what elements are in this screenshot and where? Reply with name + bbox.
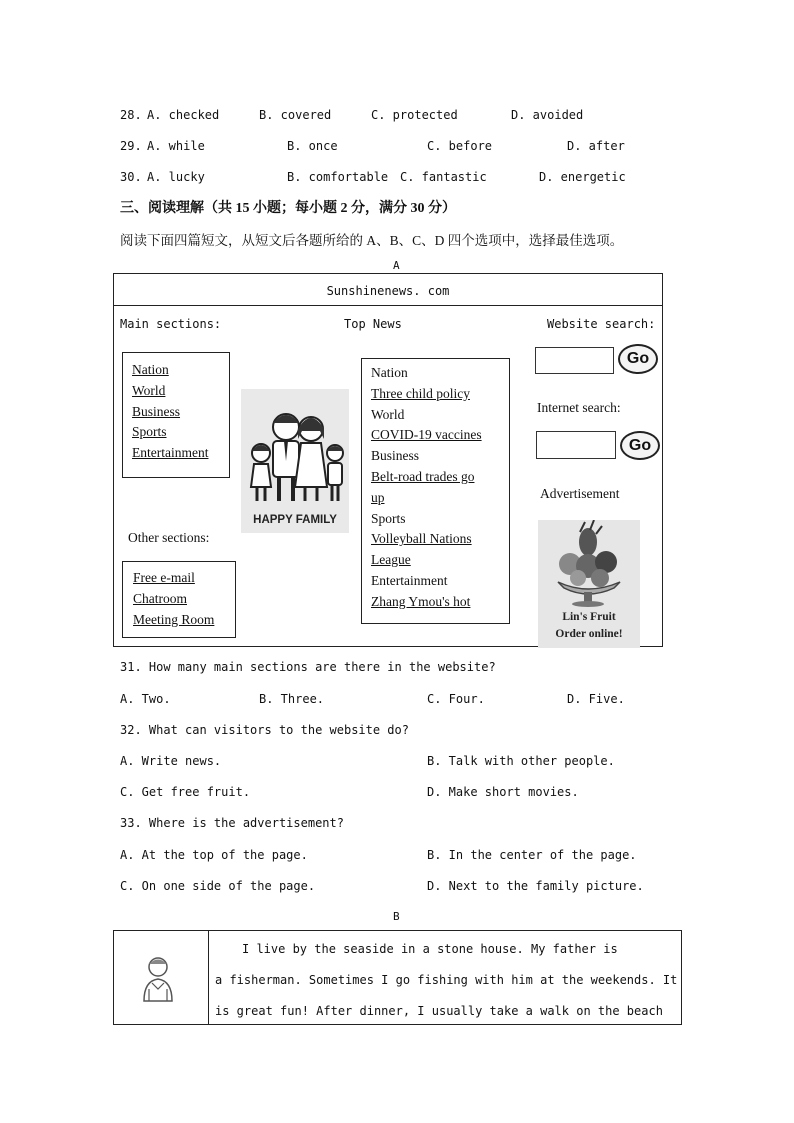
option-c: C. Get free fruit. bbox=[120, 785, 251, 799]
top-news-link[interactable]: Volleyball Nations bbox=[371, 531, 472, 547]
option-b: B. comfortable bbox=[287, 170, 389, 184]
advertisement-label: Advertisement bbox=[540, 486, 620, 501]
option-d: D. Next to the family picture. bbox=[427, 879, 644, 893]
family-picture bbox=[241, 389, 349, 533]
main-section-link[interactable]: Nation bbox=[132, 362, 169, 377]
top-news-category: Business bbox=[371, 448, 420, 464]
top-news-link[interactable]: COVID-19 vaccines bbox=[371, 427, 482, 443]
boy-portrait bbox=[138, 953, 178, 1010]
website-search-label: Website search: bbox=[547, 317, 656, 331]
top-news-link[interactable]: League bbox=[371, 552, 411, 568]
top-news-link[interactable]: Three child policy bbox=[371, 385, 470, 401]
internet-search-input[interactable] bbox=[536, 431, 616, 459]
family-illustration bbox=[241, 389, 349, 533]
table-divider bbox=[208, 931, 209, 1024]
internet-search-label: Internet search: bbox=[537, 400, 621, 415]
option-c: C. fantastic bbox=[400, 170, 487, 184]
passage-a-label: A bbox=[393, 259, 400, 272]
option-a: A. At the top of the page. bbox=[120, 848, 308, 862]
other-section-link[interactable]: Free e-mail bbox=[133, 570, 195, 585]
question-number: 28. bbox=[120, 108, 142, 122]
section-heading: 三、阅读理解（共 15 小题；每小题 2 分，满分 30 分） bbox=[120, 201, 456, 216]
question-33-stem: 33. Where is the advertisement? bbox=[120, 816, 344, 830]
top-news-link[interactable]: Belt-road trades go bbox=[371, 468, 475, 484]
main-sections-list bbox=[122, 352, 230, 478]
option-a: A. checked bbox=[147, 108, 220, 122]
option-c: C. before bbox=[427, 139, 493, 153]
top-news-link[interactable]: Zhang Ymou's hot bbox=[371, 593, 471, 609]
fruit-bowl-illustration bbox=[538, 520, 640, 648]
passage-b-line: a fisherman. Sometimes I go fishing with him at the weekends. It bbox=[215, 973, 678, 987]
option-b: B. Three. bbox=[259, 692, 325, 706]
main-sections-label: Main sections: bbox=[120, 317, 222, 331]
option-d: D. Make short movies. bbox=[427, 785, 579, 799]
family-picture-caption: HAPPY FAMILY bbox=[253, 514, 337, 526]
other-sections-label: Other sections: bbox=[128, 530, 210, 545]
top-news-category: World bbox=[371, 406, 405, 422]
option-d: D. after bbox=[567, 139, 625, 153]
top-news-category: Nation bbox=[371, 365, 408, 380]
fruit-advertisement[interactable] bbox=[538, 520, 640, 648]
question-number: 29. bbox=[120, 139, 142, 153]
main-section-link[interactable]: World bbox=[132, 382, 166, 398]
internet-search-go-button[interactable]: Go bbox=[620, 431, 660, 460]
main-section-link[interactable]: Entertainment bbox=[132, 445, 209, 461]
top-news-label: Top News bbox=[344, 317, 402, 331]
site-title: Sunshinenews. com bbox=[114, 274, 662, 306]
option-a: A. Two. bbox=[120, 692, 171, 706]
option-b: B. covered bbox=[259, 108, 332, 122]
option-c: C. On one side of the page. bbox=[120, 879, 316, 893]
boy-icon bbox=[138, 953, 178, 1005]
website-mockup bbox=[113, 273, 663, 647]
website-search-go-button[interactable]: Go bbox=[618, 344, 658, 374]
other-section-link[interactable]: Chatroom bbox=[133, 590, 187, 606]
main-section-link[interactable]: Sports bbox=[132, 424, 167, 440]
passage-b-label: B bbox=[393, 910, 400, 923]
option-c: C. protected bbox=[371, 108, 458, 122]
ad-line-1: Lin's Fruit bbox=[562, 611, 616, 623]
top-news-list bbox=[361, 358, 510, 624]
ad-line-2: Order online! bbox=[555, 628, 623, 640]
other-sections-list bbox=[122, 561, 236, 638]
option-b: B. Talk with other people. bbox=[427, 754, 615, 768]
top-news-category: Entertainment bbox=[371, 572, 448, 588]
other-section-link[interactable]: Meeting Room bbox=[133, 611, 215, 627]
passage-b-line: is great fun! After dinner, I usually take a walk on the beach bbox=[215, 1004, 663, 1018]
website-search-input[interactable] bbox=[535, 347, 614, 374]
section-instruction: 阅读下面四篇短文，从短文后各题所给的 A、B、C、D 四个选项中，选择最佳选项。 bbox=[120, 233, 624, 248]
option-b: B. once bbox=[287, 139, 338, 153]
question-32-stem: 32. What can visitors to the website do? bbox=[120, 723, 409, 737]
top-news-link[interactable]: up bbox=[371, 489, 385, 505]
option-d: D. avoided bbox=[511, 108, 584, 122]
option-a: A. lucky bbox=[147, 170, 205, 184]
option-b: B. In the center of the page. bbox=[427, 848, 637, 862]
option-d: D. Five. bbox=[567, 692, 625, 706]
question-31-stem: 31. How many main sections are there in the website? bbox=[120, 660, 496, 674]
main-section-link[interactable]: Business bbox=[132, 403, 181, 419]
option-c: C. Four. bbox=[427, 692, 485, 706]
passage-b-table bbox=[113, 930, 682, 1025]
option-d: D. energetic bbox=[539, 170, 626, 184]
option-a: A. while bbox=[147, 139, 205, 153]
top-news-category: Sports bbox=[371, 510, 406, 526]
option-a: A. Write news. bbox=[120, 754, 222, 768]
passage-b-line: I live by the seaside in a stone house. My father is bbox=[242, 942, 618, 956]
question-number: 30. bbox=[120, 170, 142, 184]
